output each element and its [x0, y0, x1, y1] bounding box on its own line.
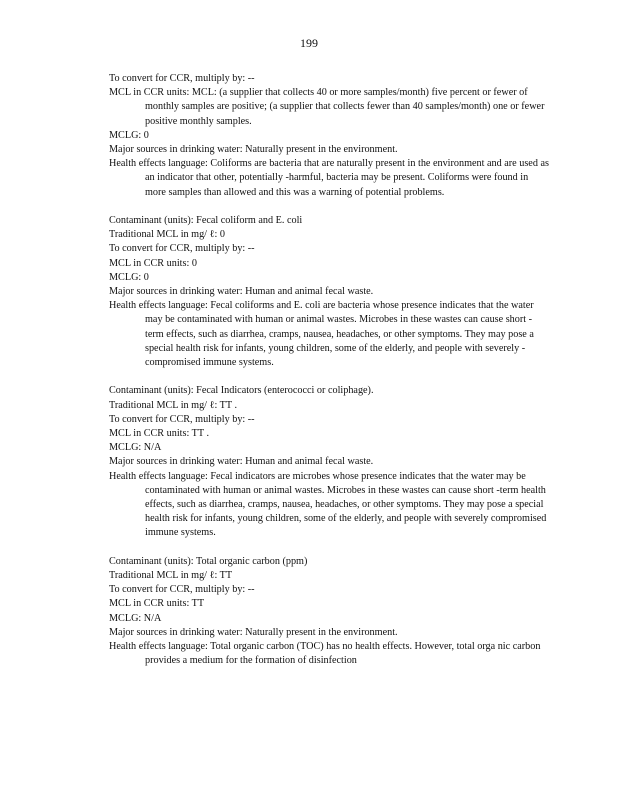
conversion-line: To convert for CCR, multiply by: -- [109, 73, 255, 84]
health-effects-paragraph: Health effects language: Fecal indicators are microbes whose presence indicates that the water may be contaminated with human or animal wastes. Microbes in these wastes can cause short -term health effects, such as diarrhea, cramps, nausea, headaches, or other symptoms. They may pose a special health risk for infants, young children, some of the elderly, and people with severely compromised immune systems. [109, 470, 547, 539]
mcl-ccr-paragraph: MCL in CCR units: MCL: (a supplier that collects 40 or more samples/month) five percent or fewer of monthly samples are positive; (a supplier that collects fewer than 40 samples/month) one or fewer positive monthly samples. [109, 87, 545, 127]
contaminant-line: Contaminant (units): Total organic carbon (ppm) [109, 555, 308, 567]
mclg-line: MCLG: 0 [109, 271, 149, 283]
mclg-line: MCLG: 0 [109, 129, 149, 141]
mclg-line: MCLG: N/A [109, 442, 162, 454]
section-fecal-coliform [109, 214, 549, 370]
contaminant-line: Contaminant (units): Fecal Indicators (enterococci or coliphage). [109, 385, 374, 397]
conversion-line: To convert for CCR, multiply by: -- [109, 243, 255, 255]
health-effects-paragraph: Health effects language: Total organic carbon (TOC) has no health effects. However, total orga nic carbon provides a medium for the formation of disinfection [109, 641, 541, 667]
health-effects-paragraph: Health effects language: Coliforms are bacteria that are naturally present in the environment and are used as an indicator that other, potentially -harmful, bacteria may be present. Coliforms were found in more samples than allowed and this was a warning of potential problems. [109, 158, 549, 198]
major-sources-line: Major sources in drinking water: Naturally present in the environment. [109, 626, 398, 638]
traditional-mcl-line: Traditional MCL in mg/ ℓ: TT [109, 570, 233, 582]
major-sources-line: Major sources in drinking water: Human and animal fecal waste. [109, 286, 374, 298]
major-sources-line: Major sources in drinking water: Naturally present in the environment. [109, 144, 398, 156]
traditional-mcl-line: Traditional MCL in mg/ ℓ: 0 [109, 229, 225, 241]
mcl-ccr-line: MCL in CCR units: TT . [109, 428, 210, 440]
conversion-line: To convert for CCR, multiply by: -- [109, 584, 255, 596]
mclg-line: MCLG: N/A [109, 612, 162, 624]
conversion-line: To convert for CCR, multiply by: -- [109, 413, 255, 425]
section-coliform-continued [109, 72, 549, 200]
major-sources-line: Major sources in drinking water: Human and animal fecal waste. [109, 456, 374, 468]
contaminant-line: Contaminant (units): Fecal coliform and E. coli [109, 215, 303, 227]
traditional-mcl-line: Traditional MCL in mg/ ℓ: TT . [109, 399, 237, 411]
page-number: 199 [300, 36, 318, 50]
document-body [109, 72, 549, 683]
section-fecal-indicators [109, 384, 549, 540]
mcl-ccr-line: MCL in CCR units: TT [109, 598, 205, 610]
mcl-ccr-line: MCL in CCR units: 0 [109, 257, 197, 269]
health-effects-paragraph: Health effects language: Fecal coliforms and E. coli are bacteria whose presence indicates that the water may be contaminated with human or animal wastes. Microbes in these wastes can cause short - term effects, such as diarrhea, cramps, nausea, headaches, or other symptoms. They may pose a special health risk for infants, young children, some of the elderly, and people with severely - compromised immune systems. [109, 300, 534, 369]
section-total-organic-carbon [109, 555, 549, 669]
